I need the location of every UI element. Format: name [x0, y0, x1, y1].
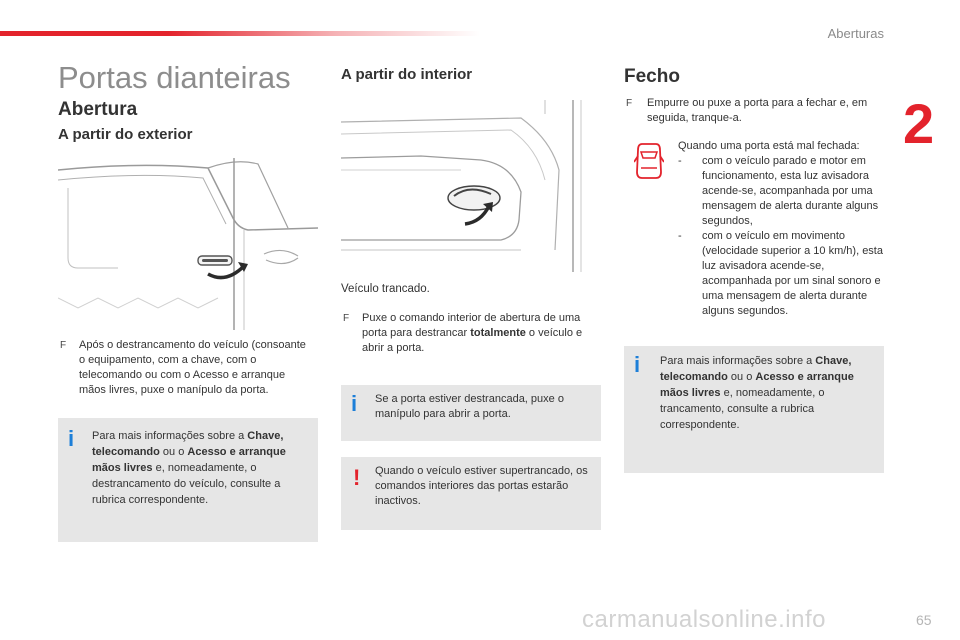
exterior-info-note-text	[92, 428, 312, 508]
interior-caption: Veículo trancado.	[341, 283, 430, 295]
subheading-interior: A partir do interior	[341, 66, 473, 83]
door-warning-block	[678, 139, 884, 319]
info-icon: i	[68, 426, 75, 451]
page-number: 65	[916, 612, 932, 628]
door-warning-item-text: com o veículo em movimento (velocidade superior a 10 km/h), esta luz avisadora acende-se, acompanhada por um sinal sonoro e uma mensagem de alerta durante alguns segundos.	[702, 230, 883, 317]
closing-info-note	[624, 346, 884, 473]
note-text-2: ou o	[159, 446, 188, 458]
interior-info-note-text: Se a porta estiver destrancada, puxe o manípulo para abrir a porta.	[375, 393, 564, 420]
heading-abertura: Abertura	[58, 99, 138, 120]
heading-fecho: Fecho	[624, 66, 680, 87]
bullet-arrow-icon: F	[60, 340, 67, 351]
closing-bullet	[626, 96, 878, 126]
page-title: Portas dianteiras	[58, 60, 291, 95]
note-bold-1: Chave, telecomando	[660, 355, 852, 383]
dash-marker: -	[678, 155, 682, 167]
watermark: carmanualsonline.info	[582, 606, 826, 633]
interior-door-illustration	[341, 100, 601, 272]
bullet-arrow-icon: F	[626, 98, 633, 109]
interior-bullet	[343, 311, 593, 356]
exterior-bullet	[60, 338, 310, 398]
door-warning-item	[678, 229, 884, 319]
interior-warning-note	[341, 457, 601, 530]
interior-info-note	[341, 385, 601, 441]
door-warning-item-text: com o veículo parado e motor em funcionamento, esta luz avisadora acende-se, acompanhada por uma mensagem de alerta durante alguns segundos,	[702, 155, 879, 227]
exterior-door-illustration	[58, 158, 318, 330]
info-icon: i	[351, 391, 358, 416]
exterior-info-note	[58, 418, 318, 542]
subheading-exterior: A partir do exterior	[58, 126, 193, 143]
closing-info-note-text	[660, 353, 878, 433]
chapter-number: 2	[903, 92, 935, 155]
note-text-1: Para mais informações sobre a	[660, 355, 816, 367]
exterior-bullet-text: Após o destrancamento do veículo (consoante o equipamento, com a chave, com o telecomando ou com o Acesso e arranque mãos livres, puxe o manípulo da porta.	[79, 339, 306, 396]
bullet-arrow-icon: F	[343, 313, 350, 324]
header-accent-bar	[0, 31, 480, 36]
note-text-3: e, nomeadamente, o trancamento, consulte a rubrica correspondente.	[660, 387, 825, 431]
interior-bullet-bold: totalmente	[470, 327, 526, 339]
warning-icon: !	[353, 465, 361, 490]
interior-bullet-post: o veículo e abrir a porta.	[362, 327, 583, 354]
interior-warning-note-text: Quando o veículo estiver supertrancado, os comandos interiores das portas estarão inactivos.	[375, 465, 588, 507]
interior-bullet-text	[362, 311, 593, 356]
note-text-2: ou o	[727, 371, 756, 383]
door-warning-item	[678, 154, 884, 229]
door-open-warning-icon	[634, 142, 664, 182]
dash-marker: -	[678, 230, 682, 242]
door-warning-intro: Quando uma porta está mal fechada:	[678, 140, 860, 152]
interior-bullet-pre: Puxe o comando interior de abertura de uma porta para destrancar	[362, 312, 581, 339]
closing-bullet-text: Empurre ou puxe a porta para a fechar e, em seguida, tranque-a.	[647, 97, 868, 124]
section-label: Aberturas	[827, 26, 884, 41]
note-bold-2: Acesso e arranque mãos livres	[660, 371, 854, 399]
info-icon: i	[634, 352, 641, 377]
note-bold-2: Acesso e arranque mãos livres	[92, 446, 286, 474]
note-text-1: Para mais informações sobre a	[92, 430, 248, 442]
note-text-3: e, nomeadamente, o destrancamento do veículo, consulte a rubrica correspondente.	[92, 462, 281, 506]
note-bold-1: Chave, telecomando	[92, 430, 284, 458]
